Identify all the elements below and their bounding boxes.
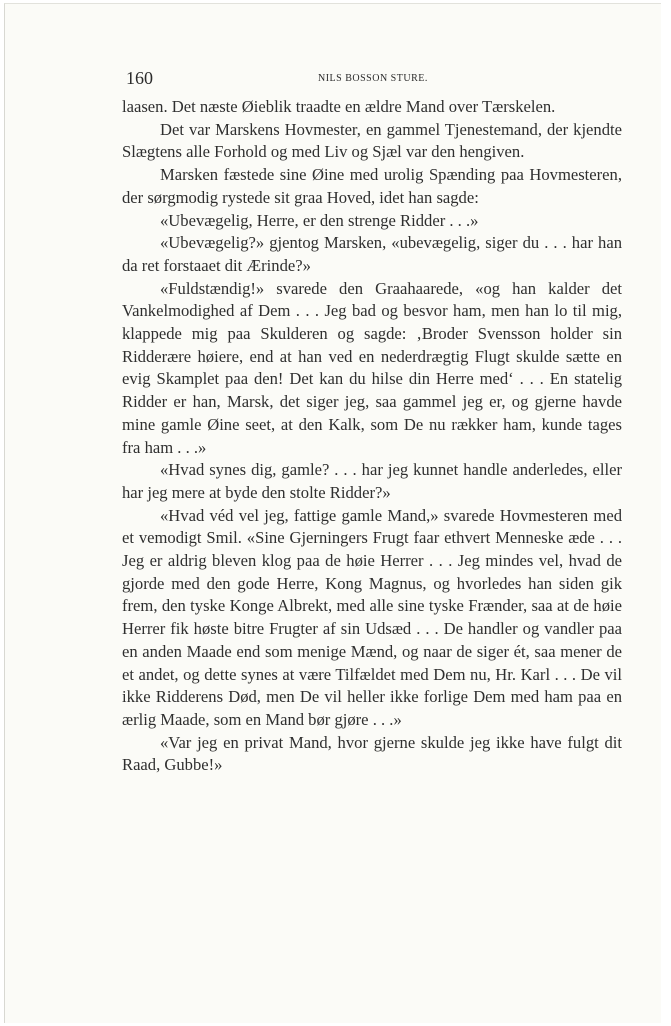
body-text <box>122 96 622 777</box>
paragraph: «Var jeg en privat Mand, hvor gjerne skulde jeg ikke have fulgt dit Raad, Gubbe!» <box>122 732 622 775</box>
page-header <box>126 68 628 90</box>
page-number: 160 <box>126 68 153 88</box>
paragraph: Marsken fæstede sine Øine med urolig Spænding paa Hovmesteren, der sørgmodig rystede sit graa Hoved, idet han sagde: <box>122 165 622 207</box>
running-title: NILS BOSSON STURE. <box>318 73 428 84</box>
paragraph-continuation: laasen. Det næste Øieblik traadte en ældre Mand over Tærskelen. <box>122 97 556 116</box>
paragraph: «Hvad synes dig, gamle? . . . har jeg kunnet handle anderledes, eller har jeg mere at byde den stolte Ridder?» <box>122 460 622 502</box>
paragraph: Det var Marskens Hovmester, en gammel Tjenestemand, der kjendte Slægtens alle Forhold og med Liv og Sjæl var den hengiven. <box>122 119 622 162</box>
paragraph: «Ubevægelig?» gjentog Marsken, «ubevægelig, siger du . . . har han da ret forstaaet dit Ærinde?» <box>122 233 622 275</box>
paragraph: «Fuldstændig!» svarede den Graahaarede, «og han kalder det Vankelmodighed af Dem . . . Jeg bad og besvor ham, men han lo til mig, klappede mig paa Skulderen og sagde: ‚Broder Svensson holder sin Ridderære høiere, end at han ved en nederdrægtig Flugt skulde sætte en evig Skamplet paa den! Det kan du hilse din Herre med‘ . . . En statelig Ridder er han, Marsk, det siger jeg, saa gammel jeg er, og gjerne havde mine gamle Øine seet, at den Kalk, som De nu rækker ham, kunde tages fra ham . . .» <box>122 278 622 457</box>
paragraph: «Hvad véd vel jeg, fattige gamle Mand,» svarede Hovmesteren med et vemodigt Smil. «Sine Gjerningers Frugt faar ethvert Menneske æde . . . Jeg er aldrig bleven klog paa de høie Herrer . . . Jeg mindes vel, hvad de gjorde med den gode Herre, Kong Magnus, og hvorledes han siden gik frem, den tyske Konge Albrekt, med alle sine tyske Frænder, saa at de høie Herrer fik høste bitre Frugter af sin Udsæd . . . De handler og vandler paa en anden Maade end som menige Mænd, og naar de siger ét, saa mener de et andet, og dette synes at være Tilfældet med Dem nu, Hr. Karl . . . De vil ikke Ridderens Død, men De vil heller ikke forlige Dem med ham paa en ærlig Maade, som en Mand bør gjøre . . .» <box>122 505 622 729</box>
paragraph: «Ubevægelig, Herre, er den strenge Ridder . . .» <box>160 210 479 230</box>
